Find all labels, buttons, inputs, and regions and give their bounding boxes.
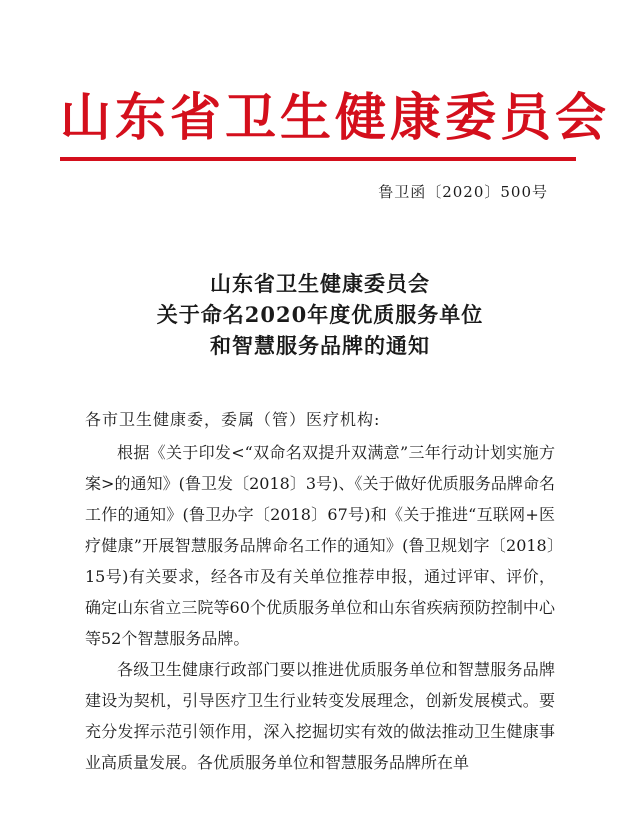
notice-title	[60, 268, 580, 361]
document-number: 鲁卫函〔2020〕500号	[378, 183, 548, 201]
letterhead-title: 山东省卫生健康委员会	[60, 88, 611, 148]
body-paragraph-2: 各级卫生健康行政部门要以推进优质服务单位和智慧服务品牌建设为契机，引导医疗卫生行业转变发展理念，创新发展模式。要充分发挥示范引领作用，深入挖掘切实有效的做法推动卫生健康事业高质量发展。各优质服务单位和智慧服务品牌所在单	[85, 660, 555, 772]
letterhead-red-rule	[60, 157, 576, 161]
salutation: 各市卫生健康委，委属（管）医疗机构:	[85, 410, 381, 429]
title-line-2: 关于命名2020年度优质服务单位	[156, 302, 484, 327]
body-paragraph-1: 根据《关于印发<“双命名双提升双满意”三年行动计划实施方案>的通知》(鲁卫发〔2018〕3号)、《关于做好优质服务品牌命名工作的通知》(鲁卫办字〔2018〕67号)和《关于推进“互联网+医疗健康”开展智慧服务品牌命名工作的通知》(鲁卫规划字〔2018〕15号)有关要求，经各市及有关单位推荐申报，通过评审、评价，确定山东省立三院等60个优质服务单位和山东省疾病预防控制中心等52个智慧服务品牌。	[85, 443, 555, 648]
title-line-3: 和智慧服务品牌的通知	[210, 333, 430, 358]
body-text	[85, 437, 555, 778]
title-line-1: 山东省卫生健康委员会	[210, 271, 430, 296]
